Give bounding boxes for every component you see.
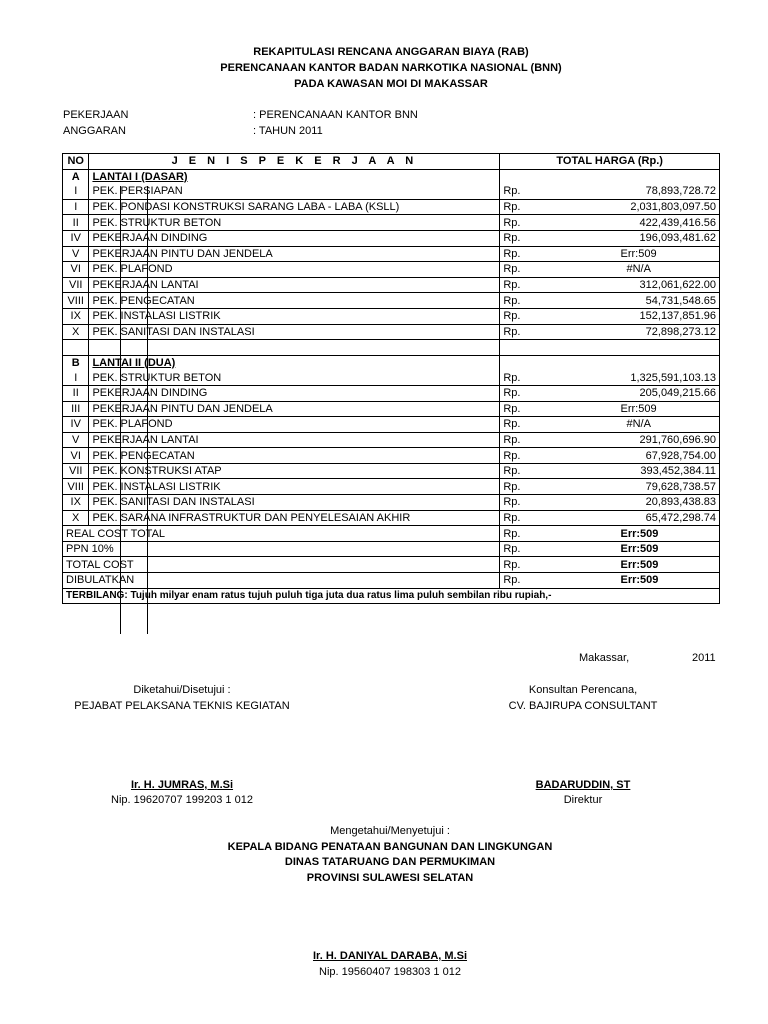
row-no: IV [63, 417, 89, 433]
row-job-name: PEK. STRUKTUR BETON [89, 370, 500, 385]
row-total-value: 78,893,728.72 [540, 184, 719, 199]
table-row [63, 215, 720, 231]
row-total-value: 152,137,851.96 [540, 308, 719, 324]
right-title: Direktur [563, 794, 603, 806]
section-a-row [63, 169, 720, 184]
section-a-no: A [63, 169, 89, 184]
row-job-name: PEK. SANITASI DAN INSTALASI [89, 495, 500, 511]
right-caption: Konsultan Perencana, [528, 684, 638, 696]
row-job-name: PEK. STRUKTUR BETON [89, 215, 500, 231]
header-jenis-pekerjaan: J E N I S P E K E R J A A N [89, 154, 500, 170]
spacer-row [63, 340, 720, 356]
center-role-line2: DINAS TATARUANG DAN PERMUKIMAN [284, 856, 496, 868]
row-no: II [63, 385, 89, 401]
table-row [63, 277, 720, 293]
table-row [63, 479, 720, 495]
terbilang-label: TERBILANG [66, 589, 125, 601]
row-job-name: PEK. KONSTRUKSI ATAP [89, 463, 500, 479]
row-no: VIII [63, 293, 89, 309]
left-name-text: Ir. H. JUMRAS, M.Si [130, 779, 234, 791]
section-b-row [63, 355, 720, 370]
row-no: I [63, 370, 89, 385]
row-rp: Rp. [500, 230, 541, 246]
row-no: VI [63, 262, 89, 278]
summary-value: Err:509 [540, 557, 719, 573]
row-total-value: 205,049,215.66 [540, 385, 719, 401]
row-total-value: 67,928,754.00 [540, 448, 719, 464]
row-total-value: #N/A [540, 262, 719, 278]
row-rp: Rp. [500, 199, 541, 215]
pekerjaan-label: PEKERJAAN [63, 109, 129, 121]
row-no: X [63, 324, 89, 340]
row-job-name: PEK. PENGECATAN [89, 448, 500, 464]
spacer-cell [63, 340, 89, 356]
center-caption: Mengetahui/Menyetujui : [330, 825, 450, 837]
table-row [63, 385, 720, 401]
row-rp: Rp. [500, 277, 541, 293]
table-row [63, 417, 720, 433]
row-job-name: PEK. SARANA INFRASTRUKTUR DAN PENYELESAIAN AKHIR [89, 510, 500, 526]
summary-label: TOTAL COST [63, 557, 500, 573]
row-no: VII [63, 277, 89, 293]
row-rp: Rp. [500, 308, 541, 324]
row-job-name: PEKERJAAN PINTU DAN JENDELA [89, 246, 500, 262]
right-role: CV. BAJIRUPA CONSULTANT [508, 700, 658, 712]
row-rp: Rp. [500, 479, 541, 495]
section-a-title: LANTAI I (DASAR) [89, 169, 500, 184]
table-row [63, 199, 720, 215]
row-rp: Rp. [500, 385, 541, 401]
row-total-value: 2,031,803,097.50 [540, 199, 719, 215]
row-rp: Rp. [500, 246, 541, 262]
row-job-name: PEKERJAAN DINDING [89, 230, 500, 246]
row-job-name: PEKERJAAN DINDING [89, 385, 500, 401]
summary-rp: Rp. [500, 526, 541, 542]
table-row [63, 246, 720, 262]
spacer-cell [89, 340, 500, 356]
row-total-value: 196,093,481.62 [540, 230, 719, 246]
row-job-name: PEK. PONDASI KONSTRUKSI SARANG LABA - LABA (KSLL) [89, 199, 500, 215]
row-no: I [63, 199, 89, 215]
row-no: V [63, 246, 89, 262]
row-no: VII [63, 463, 89, 479]
summary-row [63, 526, 720, 542]
row-job-name: PEK. PLAFOND [89, 262, 500, 278]
spacer-cell [500, 340, 720, 356]
row-rp: Rp. [500, 463, 541, 479]
doc-title-line1: REKAPITULASI RENCANA ANGGARAN BIAYA (RAB) [253, 46, 529, 58]
left-caption: Diketahui/Disetujui : [133, 684, 231, 696]
row-total-value: 393,452,384.11 [540, 463, 719, 479]
summary-value: Err:509 [540, 541, 719, 557]
table-row [63, 401, 720, 417]
right-signatory-name [463, 779, 703, 791]
summary-label: PPN 10% [63, 541, 500, 557]
section-b-empty [500, 355, 720, 370]
row-total-value: 65,472,298.74 [540, 510, 719, 526]
header-no: NO [63, 154, 89, 170]
table-row [63, 324, 720, 340]
row-rp: Rp. [500, 417, 541, 433]
row-total-value: Err:509 [540, 401, 719, 417]
center-role-line3: PROVINSI SULAWESI SELATAN [306, 872, 474, 884]
year-label: 2011 [692, 652, 716, 664]
center-nip: Nip. 19560407 198303 1 012 [319, 966, 461, 978]
row-rp: Rp. [500, 215, 541, 231]
row-rp: Rp. [500, 324, 541, 340]
row-total-value: 1,325,591,103.13 [540, 370, 719, 385]
terbilang-row [63, 588, 720, 604]
row-rp: Rp. [500, 448, 541, 464]
table-row [63, 463, 720, 479]
row-total-value: 291,760,696.90 [540, 432, 719, 448]
row-no: V [63, 432, 89, 448]
terbilang-cell [63, 588, 720, 604]
table-row [63, 510, 720, 526]
row-rp: Rp. [500, 495, 541, 511]
row-no: I [63, 184, 89, 199]
summary-row [63, 541, 720, 557]
place-label: Makassar, [579, 652, 630, 664]
row-rp: Rp. [500, 184, 541, 199]
left-role: PEJABAT PELAKSANA TEKNIS KEGIATAN [74, 700, 290, 712]
center-signatory-name [190, 950, 590, 962]
row-job-name: PEK. SANITASI DAN INSTALASI [89, 324, 500, 340]
row-job-name: PEKERJAAN PINTU DAN JENDELA [89, 401, 500, 417]
table-row [63, 495, 720, 511]
left-signatory-name [62, 779, 302, 791]
row-job-name: PEK. INSTALASI LISTRIK [89, 479, 500, 495]
row-no: IX [63, 308, 89, 324]
grid-artifact-line [120, 186, 121, 634]
row-no: VI [63, 448, 89, 464]
row-total-value: 79,628,738.57 [540, 479, 719, 495]
summary-rp: Rp. [500, 541, 541, 557]
summary-rp: Rp. [500, 573, 541, 589]
row-no: IV [63, 230, 89, 246]
row-job-name: PEK. PENGECATAN [89, 293, 500, 309]
doc-title-line3: PADA KAWASAN MOI DI MAKASSAR [294, 78, 488, 90]
row-total-value: 72,898,273.12 [540, 324, 719, 340]
section-b-title: LANTAI II (DUA) [89, 355, 500, 370]
table-header-row [63, 154, 720, 170]
row-job-name: PEK. PLAFOND [89, 417, 500, 433]
row-total-value: #N/A [540, 417, 719, 433]
row-total-value: Err:509 [540, 246, 719, 262]
row-job-name: PEKERJAAN LANTAI [89, 277, 500, 293]
row-job-name: PEKERJAAN LANTAI [89, 432, 500, 448]
center-name-text: Ir. H. DANIYAL DARABA, M.Si [312, 950, 468, 962]
row-job-name: PEK. PERSIAPAN [89, 184, 500, 199]
row-no: III [63, 401, 89, 417]
row-total-value: 20,893,438.83 [540, 495, 719, 511]
anggaran-label: ANGGARAN [63, 125, 126, 137]
grid-artifact-line [147, 186, 148, 634]
row-rp: Rp. [500, 262, 541, 278]
row-no: II [63, 215, 89, 231]
table-row [63, 308, 720, 324]
summary-rp: Rp. [500, 557, 541, 573]
table-row [63, 184, 720, 199]
table-row [63, 230, 720, 246]
right-name-text: BADARUDDIN, ST [535, 779, 631, 791]
summary-value: Err:509 [540, 573, 719, 589]
anggaran-value: : TAHUN 2011 [253, 125, 323, 137]
table-row [63, 432, 720, 448]
row-rp: Rp. [500, 432, 541, 448]
row-rp: Rp. [500, 401, 541, 417]
rab-table [62, 153, 720, 604]
row-total-value: 312,061,622.00 [540, 277, 719, 293]
left-nip: Nip. 19620707 199203 1 012 [111, 794, 253, 806]
center-role-line1: KEPALA BIDANG PENATAAN BANGUNAN DAN LINGKUNGAN [227, 841, 553, 853]
row-no: X [63, 510, 89, 526]
summary-value: Err:509 [540, 526, 719, 542]
row-no: VIII [63, 479, 89, 495]
row-rp: Rp. [500, 510, 541, 526]
section-b-no: B [63, 355, 89, 370]
table-row [63, 448, 720, 464]
row-rp: Rp. [500, 293, 541, 309]
section-a-empty [500, 169, 720, 184]
pekerjaan-value: : PERENCANAAN KANTOR BNN [253, 109, 418, 121]
row-total-value: 422,439,416.56 [540, 215, 719, 231]
row-job-name: PEK. INSTALASI LISTRIK [89, 308, 500, 324]
row-no: IX [63, 495, 89, 511]
table-row [63, 370, 720, 385]
row-rp: Rp. [500, 370, 541, 385]
row-total-value: 54,731,548.65 [540, 293, 719, 309]
summary-row [63, 573, 720, 589]
summary-label: REAL COST TOTAL [63, 526, 500, 542]
table-row [63, 293, 720, 309]
table-row [63, 262, 720, 278]
summary-row [63, 557, 720, 573]
doc-title-line2: PERENCANAAN KANTOR BADAN NARKOTIKA NASIONAL (BNN) [220, 62, 562, 74]
terbilang-text: : Tujuh milyar enam ratus tujuh puluh tiga juta dua ratus lima puluh sembilan ribu rupiah,- [124, 589, 552, 601]
summary-label: DIBULATKAN [63, 573, 500, 589]
header-total-harga: TOTAL HARGA (Rp.) [500, 154, 720, 170]
